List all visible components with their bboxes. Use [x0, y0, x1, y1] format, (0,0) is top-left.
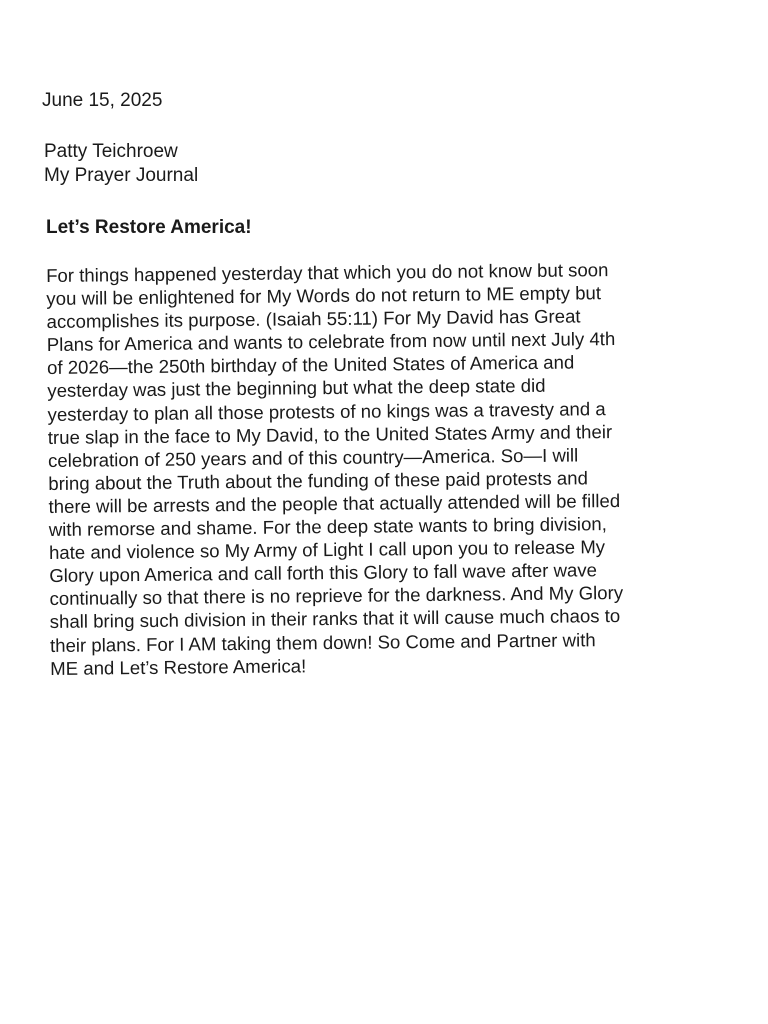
author-name: Patty Teichroew [44, 141, 178, 162]
body-line: hate and violence so My Army of Light I call upon you to release My [48, 536, 606, 564]
body-line: yesterday was just the beginning but what the deep state did [47, 375, 546, 402]
body-line: Plans for America and wants to celebrate from now until next July 4th [46, 328, 616, 356]
body-line: accomplishes its purpose. (Isaiah 55:11) For My David has Great [46, 305, 581, 333]
body-line: with remorse and shame. For the deep state wants to bring division, [48, 513, 607, 541]
entry-date: June 15, 2025 [42, 90, 163, 111]
body-line: of 2026—the 250th birthday of the United States of America and [46, 351, 575, 379]
body-line: continually so that there is no reprieve for the darkness. And My Glory [49, 582, 624, 610]
journal-name: My Prayer Journal [44, 165, 199, 186]
body-line: yesterday to plan all those protests of no kings was a travesty and a [47, 397, 606, 425]
body-line: there will be arrests and the people that actually attended will be filled [48, 489, 621, 517]
body-line: ME and Let’s Restore America! [50, 654, 307, 679]
body-line: Glory upon America and call forth this Glory to fall wave after wave [49, 559, 598, 587]
body-line: shall bring such division in their ranks that it will cause much chaos to [49, 605, 621, 633]
entry-body [46, 257, 730, 680]
body-line: celebration of 250 years and of this country—America. So—I will [47, 444, 579, 471]
body-line: their plans. For I AM taking them down! So Come and Partner with [49, 628, 596, 656]
body-line: bring about the Truth about the funding of these paid protests and [48, 467, 588, 494]
body-line: you will be enlightened for My Words do not return to ME empty but [46, 282, 602, 310]
entry-title: Let’s Restore America! [46, 217, 252, 238]
body-line: For things happened yesterday that which you do not know but soon [46, 259, 609, 286]
body-line: true slap in the face to My David, to the United States Army and their [47, 420, 613, 448]
